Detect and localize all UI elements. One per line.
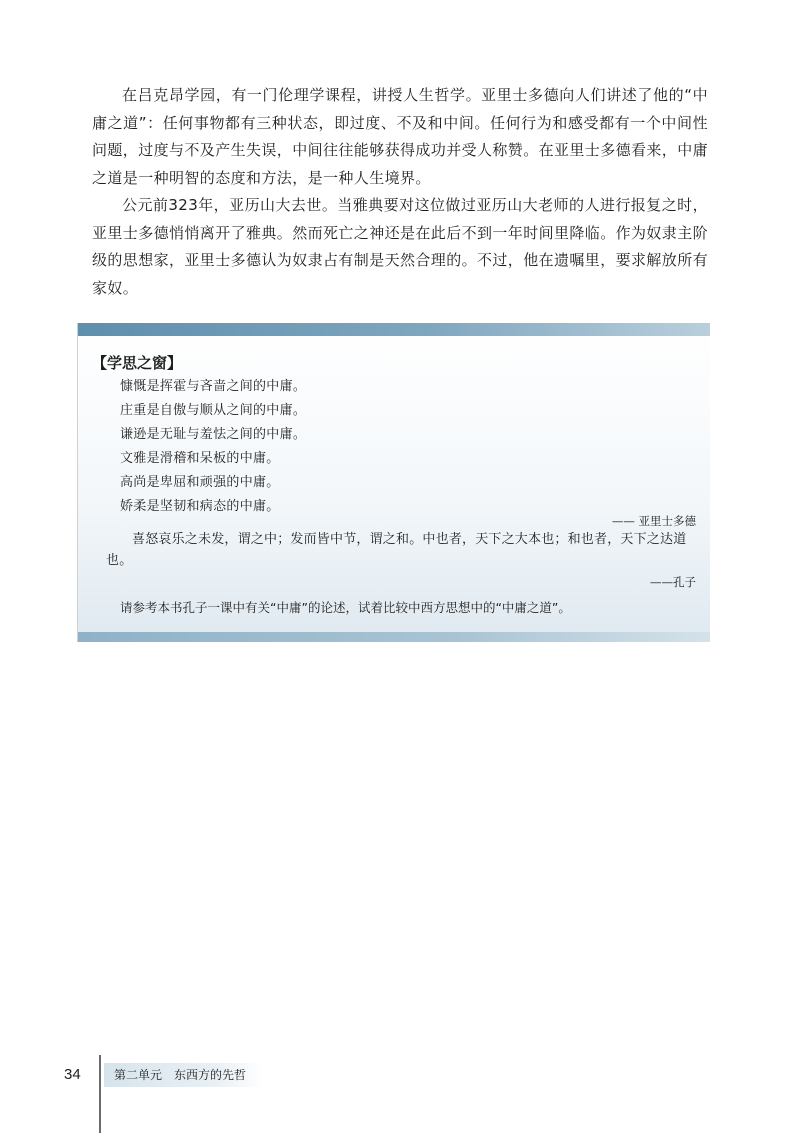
discussion-question: 请参考本书孔子一课中有关“中庸”的论述，试着比较中西方思想中的“中庸之道”。 xyxy=(120,600,571,615)
aristotle-quote-3: 谦逊是无耻与羞怯之间的中庸。 xyxy=(120,427,307,442)
study-window-box xyxy=(77,323,710,642)
aristotle-quote-2: 庄重是自傲与顺从之间的中庸。 xyxy=(120,403,307,418)
unit-label xyxy=(104,1063,264,1087)
aristotle-quote-1: 慷慨是挥霍与吝啬之间的中庸。 xyxy=(120,379,307,394)
window-bottom-bar xyxy=(78,632,710,642)
main-text xyxy=(92,82,708,302)
confucius-quote: 喜怒哀乐之未发，谓之中；发而皆中节，谓之和。中也者，天下之大本也；和也者，天下之达道也。 xyxy=(106,532,687,568)
aristotle-attribution: —— 亚里士多德 xyxy=(611,514,696,528)
window-top-bar xyxy=(78,323,710,336)
aristotle-quote-4: 文雅是滑稽和呆板的中庸。 xyxy=(120,451,280,466)
paragraph-death: 公元前323年，亚历山大去世。当雅典要对这位做过亚历山大老师的人进行报复之时，亚里士多德悄悄离开了雅典。然而死亡之神还是在此后不到一年时间里降临。作为奴隶主阶级的思想家，亚里士多德认为奴隶占有制是天然合理的。不过，他在遗嘱里，要求解放所有家奴。 xyxy=(92,196,709,297)
paragraph-zhongyong: 在吕克昂学园，有一门伦理学课程，讲授人生哲学。亚里士多德向人们讲述了他的“中庸之道”：任何事物都有三种状态，即过度、不及和中间。任何行为和感受都有一个中间性问题，过度与不及产生失误，中间往往能够获得成功并受人称赞。在亚里士多德看来，中庸之道是一种明智的态度和方法，是一种人生境界。 xyxy=(92,86,709,187)
unit-title: 东西方的先哲 xyxy=(174,1068,247,1082)
window-title: 【学思之窗】 xyxy=(92,354,183,372)
confucius-attribution: ——孔子 xyxy=(650,575,696,589)
footer-divider xyxy=(99,1055,101,1133)
aristotle-quote-6: 娇柔是坚韧和病态的中庸。 xyxy=(120,499,280,514)
unit-number: 第二单元 xyxy=(114,1068,163,1082)
page-number: 34 xyxy=(64,1066,81,1083)
aristotle-quote-5: 高尚是卑屈和顽强的中庸。 xyxy=(120,475,280,490)
